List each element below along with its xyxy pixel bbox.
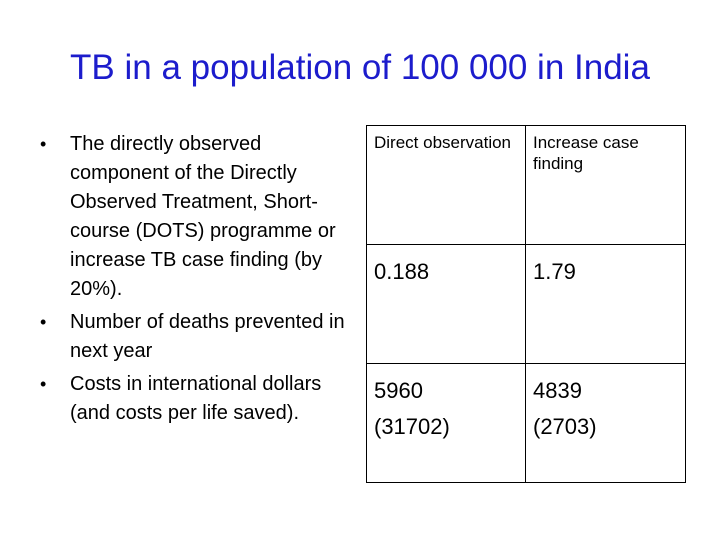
header-direct-observation: Direct observation bbox=[367, 126, 526, 245]
bullet-list bbox=[36, 130, 354, 432]
comparison-table bbox=[366, 125, 686, 483]
cell-value: 0.188 bbox=[374, 259, 430, 284]
cell-value: 4839 bbox=[533, 378, 582, 403]
table-header-row bbox=[367, 126, 686, 245]
header-increase-case-finding: Increase case finding bbox=[526, 126, 686, 245]
table-cell bbox=[367, 245, 526, 364]
bullet-item bbox=[36, 130, 354, 304]
bullet-item bbox=[36, 308, 354, 366]
bullet-dot-icon: • bbox=[40, 134, 47, 154]
bullet-text: Costs in international dollars (and costs per life saved). bbox=[70, 373, 322, 424]
table-cell bbox=[526, 245, 686, 364]
bullet-dot-icon: • bbox=[40, 312, 47, 332]
cell-value: (31702) bbox=[374, 414, 450, 439]
table-cell bbox=[526, 364, 686, 483]
cell-value: 5960 bbox=[374, 378, 423, 403]
cell-value: 1.79 bbox=[533, 259, 576, 284]
table-row bbox=[367, 245, 686, 364]
bullet-item bbox=[36, 370, 354, 428]
table-row bbox=[367, 364, 686, 483]
slide-title: TB in a population of 100 000 in India bbox=[70, 48, 650, 87]
cell-value: (2703) bbox=[533, 414, 597, 439]
table-cell bbox=[367, 364, 526, 483]
bullet-dot-icon: • bbox=[40, 374, 47, 394]
bullet-text: The directly observed component of the Directly Observed Treatment, Short-course (DOTS) programme or increase TB case finding (by 20%). bbox=[70, 133, 336, 300]
bullet-text: Number of deaths prevented in next year bbox=[70, 311, 345, 362]
